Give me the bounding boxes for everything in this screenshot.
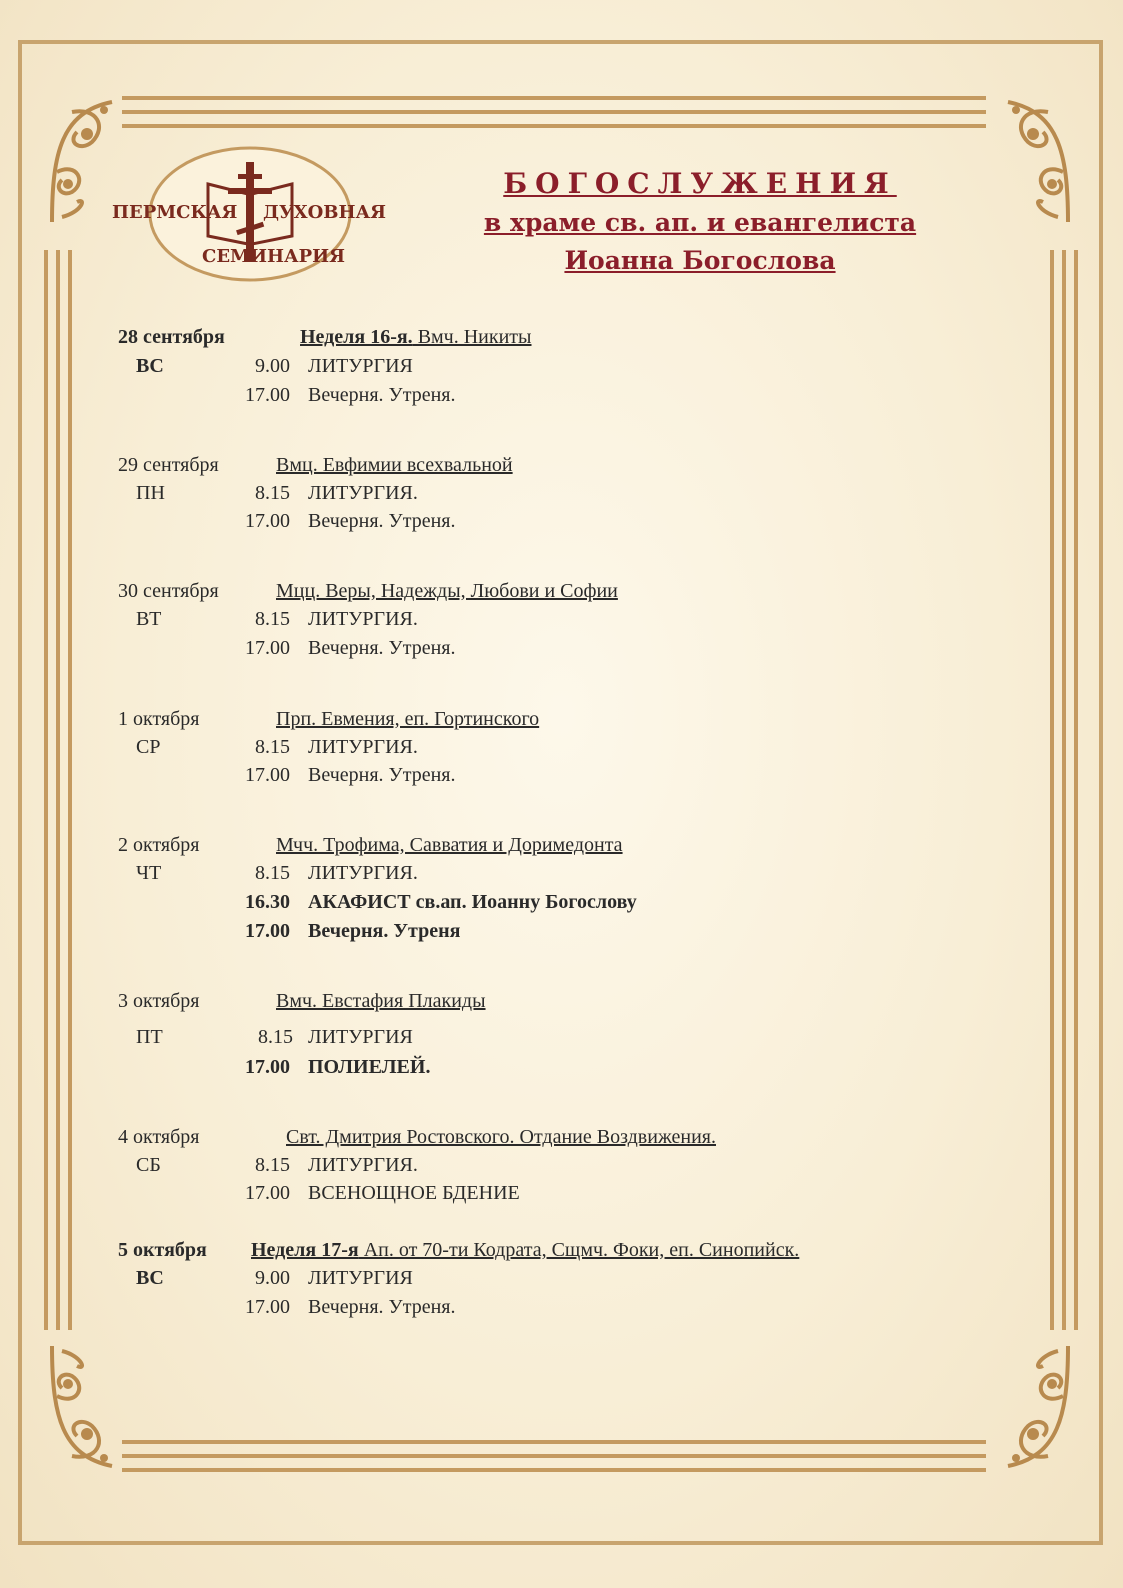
service-time: 8.15 <box>255 862 290 884</box>
day-feast: Прп. Евмения, еп. Гортинского <box>276 708 540 730</box>
service-name: ЛИТУРГИЯ. <box>308 736 418 758</box>
page-subtitle-1: в храме св. ап. и евангелиста <box>483 208 917 237</box>
day-date: 5 октября <box>118 1239 207 1261</box>
day-weekday: ВС <box>136 355 164 377</box>
service-name: Вечерня. Утреня. <box>308 384 456 406</box>
service-name: ВСЕНОЩНОЕ БДЕНИЕ <box>308 1182 520 1204</box>
service-name: ЛИТУРГИЯ <box>308 1026 413 1048</box>
top-rule-2 <box>122 110 986 114</box>
service-time: 8.15 <box>255 1154 290 1176</box>
service-name: Вечерня. Утреня. <box>308 764 456 786</box>
service-time: 8.15 <box>255 736 290 758</box>
feast-bold: Неделя 16-я. <box>300 326 413 348</box>
service-time: 17.00 <box>245 510 290 532</box>
service-time: 16.30 <box>245 891 290 913</box>
day-date: 29 сентября <box>118 454 219 476</box>
day-date: 3 октября <box>118 990 200 1012</box>
day-feast <box>251 1237 799 1263</box>
seminary-logo <box>110 144 390 284</box>
service-time: 17.00 <box>245 920 290 942</box>
service-name: Вечерня. Утреня. <box>308 510 456 532</box>
day-weekday: ВТ <box>136 608 162 630</box>
service-name: ЛИТУРГИЯ. <box>308 608 418 630</box>
day-weekday: ЧТ <box>136 862 162 884</box>
day-weekday: ВС <box>136 1267 164 1289</box>
feast-bold: Неделя 17-я <box>251 1239 359 1261</box>
day-date: 30 сентября <box>118 580 219 602</box>
ornament-top-right <box>998 92 1078 232</box>
service-time: 9.00 <box>255 1267 290 1289</box>
feast-text: Вмч. Никиты <box>412 326 532 348</box>
left-rule-1 <box>44 250 48 1330</box>
service-time: 8.15 <box>255 608 290 630</box>
service-time: 17.00 <box>245 1296 290 1318</box>
service-time: 17.00 <box>245 1182 290 1204</box>
logo-word-perm: ПЕРМСКАЯ <box>112 202 238 223</box>
day-feast: Мчч. Трофима, Савватия и Доримедонта <box>276 834 623 856</box>
page-title: БОГОСЛУЖЕНИЯ <box>503 167 897 200</box>
service-name: АКАФИСТ св.ап. Иоанну Богослову <box>308 891 637 913</box>
service-name: ЛИТУРГИЯ. <box>308 1154 418 1176</box>
service-name: Вечерня. Утреня. <box>308 1296 456 1318</box>
logo-word-seminary: СЕМИНАРИЯ <box>202 246 346 267</box>
service-time: 8.15 <box>258 1026 293 1048</box>
day-weekday: СР <box>136 736 161 758</box>
day-feast: Вмч. Евстафия Плакиды <box>276 990 486 1012</box>
service-time: 17.00 <box>245 637 290 659</box>
service-name: ЛИТУРГИЯ. <box>308 482 418 504</box>
service-name: ЛИТУРГИЯ. <box>308 862 418 884</box>
day-date: 1 октября <box>118 708 200 730</box>
service-name: ЛИТУРГИЯ <box>308 355 413 377</box>
bottom-rule-1 <box>122 1440 986 1444</box>
left-rule-2 <box>56 250 60 1330</box>
top-rule-1 <box>122 96 986 100</box>
right-rule-3 <box>1074 250 1078 1330</box>
day-weekday: ПТ <box>136 1026 163 1048</box>
right-rule-2 <box>1062 250 1066 1330</box>
left-rule-3 <box>68 250 72 1330</box>
logo-word-spiritual: ДУХОВНАЯ <box>262 202 386 223</box>
page-subtitle-2: Иоанна Богослова <box>564 246 836 275</box>
day-date: 2 октября <box>118 834 200 856</box>
ornament-bottom-right <box>998 1336 1078 1476</box>
service-time: 17.00 <box>245 1056 290 1078</box>
service-name: Вечерня. Утреня. <box>308 637 456 659</box>
day-feast: Вмц. Евфимии всехвальной <box>276 454 513 476</box>
day-feast: Мцц. Веры, Надежды, Любови и Софии <box>276 580 618 602</box>
service-time: 8.15 <box>255 482 290 504</box>
feast-text: Ап. от 70-ти Кодрата, Сщмч. Фоки, еп. Синопийск. <box>358 1239 800 1261</box>
day-date: 4 октября <box>118 1126 200 1148</box>
service-name: Вечерня. Утреня <box>308 920 461 942</box>
bottom-rule-3 <box>122 1468 986 1472</box>
day-date: 28 сентября <box>118 326 225 348</box>
service-time: 9.00 <box>255 355 290 377</box>
page-title-block <box>470 164 930 280</box>
bottom-rule-2 <box>122 1454 986 1458</box>
service-name: ЛИТУРГИЯ <box>308 1267 413 1289</box>
day-feast: Свт. Дмитрия Ростовского. Отдание Воздвижения. <box>286 1126 716 1148</box>
day-weekday: СБ <box>136 1154 161 1176</box>
service-time: 17.00 <box>245 764 290 786</box>
service-time: 17.00 <box>245 384 290 406</box>
day-weekday: ПН <box>136 482 165 504</box>
service-name: ПОЛИЕЛЕЙ. <box>308 1056 431 1078</box>
top-rule-3 <box>122 124 986 128</box>
ornament-bottom-left <box>42 1336 122 1476</box>
right-rule-1 <box>1050 250 1054 1330</box>
day-feast <box>300 324 532 350</box>
